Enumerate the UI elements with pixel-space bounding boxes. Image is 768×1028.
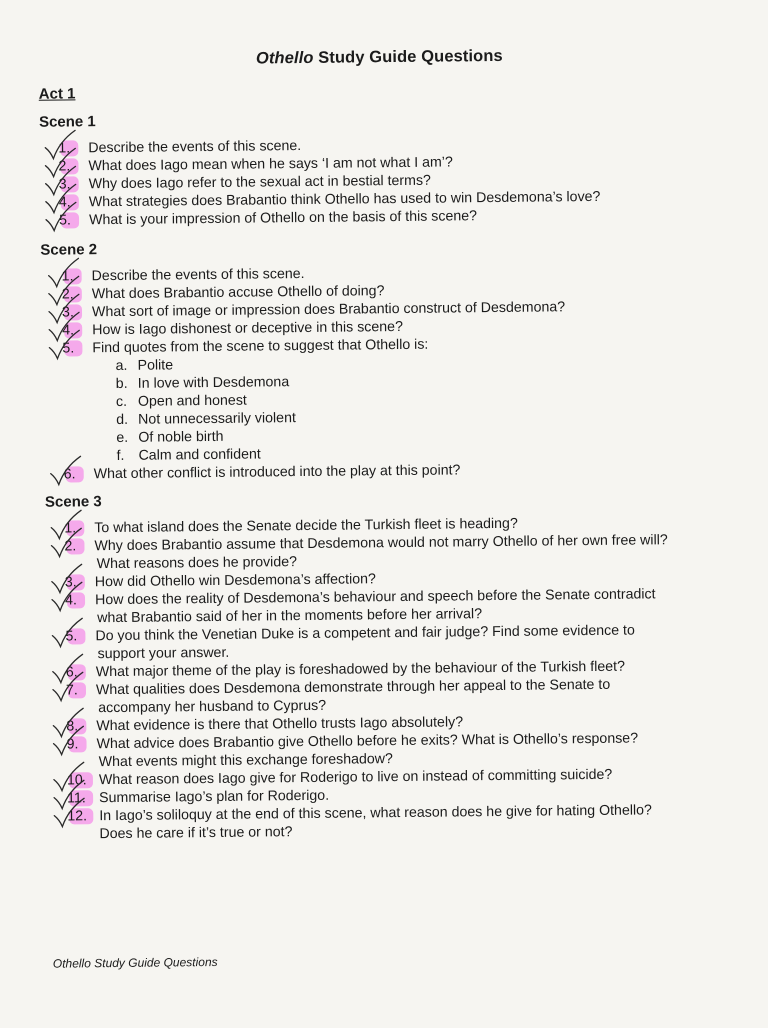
- question-text: Describe the events of this scene.: [91, 265, 305, 285]
- question-text: What evidence is there that Othello trusts Iago absolutely?: [96, 714, 464, 735]
- question-text: What does Brabantio accuse Othello of doing?: [91, 283, 385, 303]
- sub-item: c. Open and honest: [115, 392, 247, 410]
- act-heading: Act 1: [38, 85, 76, 103]
- question-text: How did Othello win Desdemona’s affection?: [94, 571, 376, 591]
- question-text: What reason does Iago give for Roderigo to live on instead of committing suicide?: [98, 766, 613, 789]
- question-number: 2.: [58, 157, 88, 175]
- question-continuation: support your answer.: [97, 644, 230, 663]
- question-number: 4.: [59, 193, 89, 211]
- question-number: 2.: [62, 285, 92, 303]
- sub-item: e. Of noble birth: [116, 428, 224, 446]
- question-text: What qualities does Desdemona demonstrate through her appeal to the Senate to: [95, 676, 611, 699]
- question-number: 10.: [67, 771, 99, 789]
- question-number: 4.: [65, 591, 95, 609]
- question-continuation: what Brabantio said of her in the moments before her arrival?: [97, 606, 483, 627]
- question-number: 4.: [62, 321, 92, 339]
- question-continuation: What reasons does he provide?: [96, 554, 298, 573]
- question-text: What is your impression of Othello on the basis of this scene?: [88, 208, 478, 229]
- question-text: What strategies does Brabantio think Othello has used to win Desdemona’s love?: [88, 188, 601, 211]
- question-text: Describe the events of this scene.: [88, 138, 302, 157]
- question-text: How does the reality of Desdemona’s behaviour and speech before the Senate contradict: [94, 586, 656, 609]
- question-text: What other conflict is introduced into the play at this point?: [93, 462, 461, 483]
- question-text: Do you think the Venetian Duke is a competent and fair judge? Find some evidence to: [95, 622, 635, 645]
- question-item: [59, 207, 477, 229]
- question-item: [62, 336, 428, 358]
- question-number: 12.: [67, 807, 99, 825]
- question-number: 3.: [59, 175, 89, 193]
- sub-item: d. Not unnecessarily violent: [116, 410, 296, 428]
- question-text: Summarise Iago’s plan for Roderigo.: [99, 787, 330, 807]
- question-number: 8.: [66, 717, 96, 735]
- question-continuation: What events might this exchange foreshadow?: [98, 751, 393, 771]
- question-number: 7.: [66, 681, 96, 699]
- question-number: 5.: [59, 211, 89, 229]
- question-text: What does Iago mean when he says ‘I am not what I am’?: [88, 154, 453, 175]
- question-text: Find quotes from the scene to suggest that Othello is:: [92, 336, 429, 357]
- sub-item: a. Polite: [115, 357, 174, 374]
- sub-item: f. Calm and confident: [116, 446, 261, 464]
- question-text: What sort of image or impression does Brabantio construct of Desdemona?: [91, 299, 566, 321]
- question-number: 11.: [67, 789, 99, 807]
- page-title: Othello Study Guide Questions: [255, 46, 503, 68]
- question-number: 3.: [65, 573, 95, 591]
- question-number: 5.: [65, 627, 95, 645]
- question-number: 6.: [64, 465, 94, 483]
- scene-1-heading: Scene 1: [38, 113, 96, 131]
- question-item: [64, 461, 461, 483]
- question-number: 1.: [64, 519, 94, 537]
- question-number: 5.: [62, 339, 92, 357]
- question-text: Why does Brabantio assume that Desdemona would not marry Othello of her own free will?: [94, 532, 668, 555]
- question-number: 2.: [64, 537, 94, 555]
- sub-item: b. In love with Desdemona: [115, 374, 290, 392]
- question-continuation: accompany her husband to Cyprus?: [98, 697, 327, 717]
- scene-2-heading: Scene 2: [40, 241, 98, 259]
- question-number: 1.: [58, 139, 88, 157]
- question-text: In Iago’s soliloquy at the end of this scene, what reason does he give for hating Othello?: [99, 802, 652, 825]
- question-number: 6.: [66, 663, 96, 681]
- footer-text: Othello Study Guide Questions: [52, 954, 218, 971]
- scene-3-heading: Scene 3: [44, 493, 102, 511]
- question-number: 1.: [62, 267, 92, 285]
- question-text: How is Iago dishonest or deceptive in this scene?: [92, 318, 404, 339]
- question-text: To what island does the Senate decide the Turkish fleet is heading?: [94, 515, 518, 537]
- question-text: What major theme of the play is foreshadowed by the behaviour of the Turkish fleet?: [95, 658, 626, 681]
- question-text: Why does Iago refer to the sexual act in bestial terms?: [88, 172, 431, 193]
- question-continuation: Does he care if it’s true or not?: [99, 824, 293, 843]
- question-number: 3.: [62, 303, 92, 321]
- question-text: What advice does Brabantio give Othello before he exits? What is Othello’s response?: [96, 730, 639, 753]
- question-number: 9.: [66, 735, 96, 753]
